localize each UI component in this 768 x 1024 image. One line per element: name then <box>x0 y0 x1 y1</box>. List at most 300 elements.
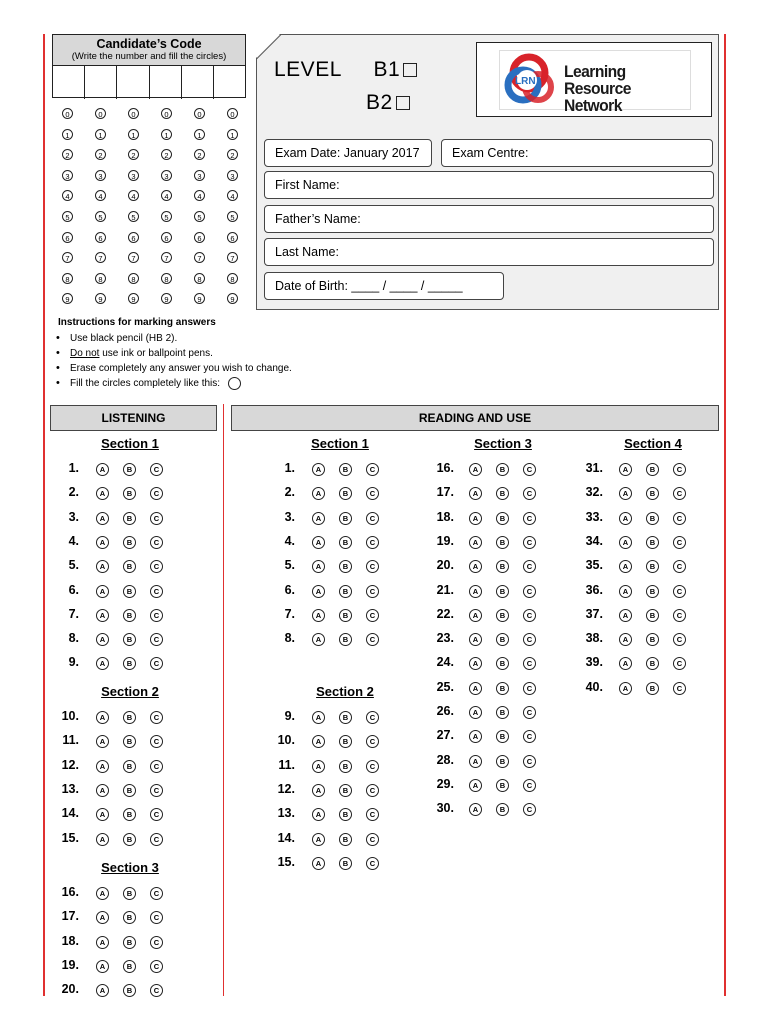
answer-bubble-a[interactable]: A <box>469 536 482 549</box>
question-number: 22. <box>436 606 454 621</box>
answer-bubble-a[interactable]: A <box>96 936 109 949</box>
answer-bubble-c[interactable]: C <box>150 911 163 924</box>
question-number: 21. <box>436 582 454 597</box>
answer-bubble-c[interactable]: C <box>366 711 379 724</box>
answer-bubble-a[interactable]: A <box>312 560 325 573</box>
answer-bubble-c[interactable]: C <box>150 887 163 900</box>
answer-bubble-b[interactable]: B <box>646 609 659 622</box>
code-digit-bubble[interactable]: 6 <box>128 232 139 243</box>
code-digit-bubble[interactable]: 7 <box>161 252 172 263</box>
code-digit-bubble[interactable]: 3 <box>161 170 172 181</box>
answer-bubble-b[interactable]: B <box>339 857 352 870</box>
section-title: Section 4 <box>624 436 682 451</box>
answer-bubble-a[interactable]: A <box>96 463 109 476</box>
answer-bubble-b[interactable]: B <box>496 779 509 792</box>
answer-bubble-b[interactable]: B <box>123 808 136 821</box>
question-number: 19. <box>436 533 454 548</box>
answer-bubble-a[interactable]: A <box>96 808 109 821</box>
answer-bubble-c[interactable]: C <box>523 536 536 549</box>
answer-bubble-a[interactable]: A <box>96 512 109 525</box>
answer-bubble-c[interactable]: C <box>150 833 163 846</box>
answer-bubble-b[interactable]: B <box>123 784 136 797</box>
answer-bubble-a[interactable]: A <box>469 682 482 695</box>
answer-bubble-c[interactable]: C <box>523 487 536 500</box>
answer-bubble-b[interactable]: B <box>123 487 136 500</box>
answer-bubble-b[interactable]: B <box>646 512 659 525</box>
answer-bubble-c[interactable]: C <box>150 560 163 573</box>
answer-bubble-c[interactable]: C <box>366 560 379 573</box>
answer-bubble-a[interactable]: A <box>312 833 325 846</box>
answer-bubble-b[interactable]: B <box>339 536 352 549</box>
candidate-code-box <box>52 34 246 98</box>
exam-centre-field[interactable]: Exam Centre: <box>441 139 713 167</box>
answer-bubble-c[interactable]: C <box>366 463 379 476</box>
answer-bubble-b[interactable]: B <box>496 706 509 719</box>
answer-bubble-a[interactable]: A <box>469 803 482 816</box>
code-digit-bubble[interactable]: 3 <box>194 170 205 181</box>
answer-bubble-c[interactable]: C <box>150 808 163 821</box>
code-digit-bubble[interactable]: 0 <box>128 108 139 119</box>
answer-bubble-b[interactable]: B <box>123 657 136 670</box>
code-digit-bubble[interactable]: 6 <box>194 232 205 243</box>
answer-bubble-a[interactable]: A <box>469 609 482 622</box>
answer-bubble-c[interactable]: C <box>523 682 536 695</box>
answer-bubble-b[interactable]: B <box>339 512 352 525</box>
answer-bubble-b[interactable]: B <box>123 711 136 724</box>
answer-bubble-b[interactable]: B <box>123 735 136 748</box>
section-title: Section 3 <box>474 436 532 451</box>
answer-bubble-b[interactable]: B <box>339 560 352 573</box>
answer-bubble-a[interactable]: A <box>96 784 109 797</box>
code-digit-bubble[interactable]: 5 <box>128 211 139 222</box>
answer-bubble-c[interactable]: C <box>366 536 379 549</box>
answer-bubble-c[interactable]: C <box>150 760 163 773</box>
answer-bubble-a[interactable]: A <box>96 536 109 549</box>
answer-bubble-b[interactable]: B <box>123 463 136 476</box>
answer-bubble-c[interactable]: C <box>523 633 536 646</box>
answer-bubble-c[interactable]: C <box>673 560 686 573</box>
answer-bubble-a[interactable]: A <box>619 657 632 670</box>
candidate-code-cells <box>53 66 245 99</box>
code-digit-bubble[interactable]: 6 <box>161 232 172 243</box>
question-number: 24. <box>436 655 454 670</box>
answer-bubble-b[interactable]: B <box>123 536 136 549</box>
code-digit-box[interactable] <box>85 66 117 99</box>
code-digit-bubble[interactable]: 4 <box>227 190 238 201</box>
answer-bubble-c[interactable]: C <box>523 560 536 573</box>
instruction-item <box>56 376 292 391</box>
answer-bubble-c[interactable]: C <box>523 585 536 598</box>
first-name-field[interactable]: First Name: <box>264 171 714 199</box>
candidate-code-title: Candidate’s Code <box>96 37 202 51</box>
code-digit-bubble[interactable]: 2 <box>62 149 73 160</box>
answer-bubble-b[interactable]: B <box>496 560 509 573</box>
exam-date-field[interactable]: Exam Date: January 2017 <box>264 139 432 167</box>
answer-bubble-c[interactable]: C <box>150 536 163 549</box>
answer-bubble-b[interactable]: B <box>496 609 509 622</box>
answer-bubble-c[interactable]: C <box>673 463 686 476</box>
answer-bubble-a[interactable]: A <box>96 585 109 598</box>
answer-bubble-c[interactable]: C <box>150 633 163 646</box>
answer-bubble-a[interactable]: A <box>619 585 632 598</box>
answer-bubble-c[interactable]: C <box>366 609 379 622</box>
answer-bubble-a[interactable]: A <box>312 633 325 646</box>
code-digit-bubble[interactable]: 2 <box>128 149 139 160</box>
answer-bubble-b[interactable]: B <box>123 984 136 997</box>
answer-bubble-b[interactable]: B <box>646 682 659 695</box>
code-digit-bubble[interactable]: 9 <box>161 293 172 304</box>
code-digit-bubble[interactable]: 3 <box>128 170 139 181</box>
fathers-name-field[interactable]: Father’s Name: <box>264 205 714 233</box>
answer-bubble-c[interactable]: C <box>673 657 686 670</box>
answer-bubble-c[interactable]: C <box>366 833 379 846</box>
answer-bubble-b[interactable]: B <box>339 760 352 773</box>
answer-bubble-a[interactable]: A <box>312 536 325 549</box>
code-digit-bubble[interactable]: 6 <box>227 232 238 243</box>
answer-bubble-c[interactable]: C <box>150 585 163 598</box>
answer-bubble-a[interactable]: A <box>96 487 109 500</box>
code-digit-bubble[interactable]: 9 <box>95 293 106 304</box>
code-digit-bubble[interactable]: 7 <box>62 252 73 263</box>
answer-bubble-a[interactable]: A <box>469 755 482 768</box>
answer-bubble-b[interactable]: B <box>123 560 136 573</box>
answer-bubble-b[interactable]: B <box>646 536 659 549</box>
code-digit-bubble[interactable]: 0 <box>194 108 205 119</box>
answer-bubble-a[interactable]: A <box>469 487 482 500</box>
answer-bubble-b[interactable]: B <box>123 585 136 598</box>
answer-bubble-c[interactable]: C <box>366 760 379 773</box>
answer-bubble-b[interactable]: B <box>339 833 352 846</box>
question-number: 38. <box>585 631 603 646</box>
answer-bubble-b[interactable]: B <box>339 585 352 598</box>
answer-bubble-b[interactable]: B <box>339 735 352 748</box>
answer-bubble-a[interactable]: A <box>96 833 109 846</box>
code-digit-bubble[interactable]: 0 <box>227 108 238 119</box>
lrn-logo-icon <box>500 51 562 111</box>
answer-bubble-a[interactable]: A <box>619 463 632 476</box>
answer-bubble-a[interactable]: A <box>312 609 325 622</box>
code-digit-bubble[interactable]: 9 <box>128 293 139 304</box>
question-number: 1. <box>284 461 295 475</box>
answer-bubble-c[interactable]: C <box>523 609 536 622</box>
code-digit-bubble[interactable]: 3 <box>227 170 238 181</box>
answer-bubble-c[interactable]: C <box>673 609 686 622</box>
answer-bubble-b[interactable]: B <box>496 755 509 768</box>
code-digit-bubble[interactable]: 0 <box>95 108 106 119</box>
logo-mark-text: LRN <box>515 76 536 87</box>
code-digit-bubble[interactable]: 4 <box>95 190 106 201</box>
code-digit-bubble[interactable]: 6 <box>95 232 106 243</box>
answer-bubble-a[interactable]: A <box>96 711 109 724</box>
code-digit-bubble[interactable]: 0 <box>62 108 73 119</box>
instruction-item <box>56 346 292 361</box>
level-b2-checkbox[interactable] <box>396 96 410 110</box>
question-number: 37. <box>585 606 603 621</box>
answer-bubble-b[interactable]: B <box>339 487 352 500</box>
answer-bubble-b[interactable]: B <box>496 633 509 646</box>
answer-bubble-a[interactable]: A <box>96 984 109 997</box>
answer-bubble-a[interactable]: A <box>619 560 632 573</box>
answer-bubble-a[interactable]: A <box>96 735 109 748</box>
answer-bubble-c[interactable]: C <box>150 984 163 997</box>
section-title: Section 1 <box>101 436 159 451</box>
code-digit-bubble[interactable]: 3 <box>95 170 106 181</box>
left-margin-line <box>43 34 45 996</box>
answer-bubble-c[interactable]: C <box>150 512 163 525</box>
code-digit-bubble[interactable]: 2 <box>194 149 205 160</box>
question-number: 14. <box>277 830 295 845</box>
answer-bubble-b[interactable]: B <box>646 463 659 476</box>
code-digit-box[interactable] <box>214 66 245 99</box>
instruction-emphasis: Do not <box>70 348 100 359</box>
answer-bubble-a[interactable]: A <box>96 633 109 646</box>
answer-bubble-b[interactable]: B <box>496 487 509 500</box>
answer-bubble-b[interactable]: B <box>123 887 136 900</box>
answer-bubble-c[interactable]: C <box>150 657 163 670</box>
answer-bubble-a[interactable]: A <box>96 760 109 773</box>
answer-bubble-c[interactable]: C <box>366 585 379 598</box>
answer-bubble-a[interactable]: A <box>312 487 325 500</box>
answer-bubble-c[interactable]: C <box>673 633 686 646</box>
code-digit-bubble[interactable]: 4 <box>62 190 73 201</box>
question-number: 3. <box>68 509 79 524</box>
instruction-item <box>56 361 292 376</box>
code-digit-bubble[interactable]: 1 <box>95 129 106 140</box>
level-b1-checkbox[interactable] <box>403 63 417 77</box>
answer-bubble-b[interactable]: B <box>123 633 136 646</box>
answer-bubble-c[interactable]: C <box>150 936 163 949</box>
answer-bubble-c[interactable]: C <box>523 730 536 743</box>
answer-bubble-c[interactable]: C <box>673 512 686 525</box>
code-digit-bubble[interactable]: 7 <box>128 252 139 263</box>
code-digit-bubble[interactable]: 5 <box>95 211 106 222</box>
answer-bubble-a[interactable]: A <box>312 784 325 797</box>
answer-bubble-a[interactable]: A <box>469 779 482 792</box>
answer-bubble-c[interactable]: C <box>673 487 686 500</box>
instructions-list <box>56 331 292 391</box>
answer-bubble-a[interactable]: A <box>619 536 632 549</box>
code-digit-bubble[interactable]: 8 <box>227 273 238 284</box>
last-name-field[interactable]: Last Name: <box>264 238 714 266</box>
answer-bubble-a[interactable]: A <box>619 682 632 695</box>
answer-bubble-c[interactable]: C <box>366 487 379 500</box>
answer-bubble-c[interactable]: C <box>150 735 163 748</box>
answer-bubble-b[interactable]: B <box>496 536 509 549</box>
question-number: 3. <box>284 509 295 524</box>
answer-bubble-b[interactable]: B <box>646 657 659 670</box>
answer-bubble-c[interactable]: C <box>523 779 536 792</box>
code-digit-bubble[interactable]: 1 <box>62 129 73 140</box>
answer-bubble-a[interactable]: A <box>469 560 482 573</box>
answer-bubble-a[interactable]: A <box>312 711 325 724</box>
code-digit-bubble[interactable]: 5 <box>227 211 238 222</box>
answer-bubble-b[interactable]: B <box>123 911 136 924</box>
answer-bubble-b[interactable]: B <box>123 960 136 973</box>
question-number: 19. <box>61 957 79 972</box>
code-digit-bubble[interactable]: 7 <box>194 252 205 263</box>
code-digit-bubble[interactable]: 8 <box>62 273 73 284</box>
code-digit-box[interactable] <box>53 66 85 99</box>
answer-bubble-c[interactable]: C <box>366 633 379 646</box>
answer-bubble-a[interactable]: A <box>312 585 325 598</box>
question-number: 17. <box>61 909 79 924</box>
code-digit-bubble[interactable]: 8 <box>128 273 139 284</box>
answer-bubble-a[interactable]: A <box>619 512 632 525</box>
answer-bubble-b[interactable]: B <box>496 682 509 695</box>
answer-bubble-c[interactable]: C <box>366 857 379 870</box>
code-digit-bubble[interactable]: 6 <box>62 232 73 243</box>
code-digit-bubble[interactable]: 9 <box>62 293 73 304</box>
code-digit-bubble[interactable]: 9 <box>194 293 205 304</box>
answer-bubble-c[interactable]: C <box>523 657 536 670</box>
code-digit-bubble[interactable]: 1 <box>161 129 172 140</box>
answer-bubble-c[interactable]: C <box>366 808 379 821</box>
answer-bubble-c[interactable]: C <box>523 512 536 525</box>
question-number: 10. <box>61 709 79 723</box>
code-digit-bubble[interactable]: 7 <box>227 252 238 263</box>
answer-bubble-a[interactable]: A <box>96 887 109 900</box>
answer-bubble-c[interactable]: C <box>523 706 536 719</box>
answer-bubble-b[interactable]: B <box>646 585 659 598</box>
answer-bubble-c[interactable]: C <box>366 512 379 525</box>
logo-frame <box>476 42 712 117</box>
code-digit-bubble[interactable]: 4 <box>128 190 139 201</box>
date-of-birth-field[interactable]: Date of Birth: ____ / ____ / _____ <box>264 272 504 300</box>
question-number: 7. <box>284 606 295 621</box>
code-digit-bubble[interactable]: 8 <box>194 273 205 284</box>
answer-bubble-a[interactable]: A <box>469 657 482 670</box>
answer-bubble-c[interactable]: C <box>673 536 686 549</box>
answer-bubble-b[interactable]: B <box>339 633 352 646</box>
code-digit-bubble[interactable]: 8 <box>95 273 106 284</box>
answer-bubble-a[interactable]: A <box>469 585 482 598</box>
answer-bubble-c[interactable]: C <box>523 803 536 816</box>
answer-bubble-c[interactable]: C <box>150 960 163 973</box>
logo-text <box>564 63 680 114</box>
answer-bubble-a[interactable]: A <box>96 560 109 573</box>
answer-bubble-c[interactable]: C <box>366 784 379 797</box>
code-digit-bubble[interactable]: 3 <box>62 170 73 181</box>
answer-bubble-b[interactable]: B <box>496 803 509 816</box>
question-number: 13. <box>61 781 79 796</box>
answer-bubble-b[interactable]: B <box>496 730 509 743</box>
code-digit-box[interactable] <box>150 66 182 99</box>
code-digit-bubble[interactable]: 1 <box>227 129 238 140</box>
answer-bubble-a[interactable]: A <box>469 512 482 525</box>
answer-bubble-a[interactable]: A <box>312 512 325 525</box>
answer-bubble-c[interactable]: C <box>673 682 686 695</box>
answer-bubble-c[interactable]: C <box>523 463 536 476</box>
code-digit-bubble[interactable]: 2 <box>95 149 106 160</box>
answer-bubble-c[interactable]: C <box>150 784 163 797</box>
column-divider-line <box>223 404 224 996</box>
answer-bubble-b[interactable]: B <box>496 463 509 476</box>
code-digit-bubble[interactable]: 1 <box>128 129 139 140</box>
answer-bubble-a[interactable]: A <box>312 808 325 821</box>
answer-bubble-b[interactable]: B <box>123 936 136 949</box>
answer-bubble-a[interactable]: A <box>619 609 632 622</box>
answer-bubble-b[interactable]: B <box>646 560 659 573</box>
code-digit-box[interactable] <box>182 66 214 99</box>
answer-bubble-c[interactable]: C <box>523 755 536 768</box>
answer-bubble-b[interactable]: B <box>496 585 509 598</box>
answer-bubble-c[interactable]: C <box>673 585 686 598</box>
code-digit-bubble[interactable]: 9 <box>227 293 238 304</box>
instruction-text: Fill the circles completely like this: <box>70 378 221 389</box>
answer-bubble-b[interactable]: B <box>339 711 352 724</box>
code-digit-bubble[interactable]: 1 <box>194 129 205 140</box>
reading-header: READING AND USE <box>231 405 719 431</box>
answer-bubble-b[interactable]: B <box>123 609 136 622</box>
code-digit-bubble[interactable]: 0 <box>161 108 172 119</box>
answer-bubble-c[interactable]: C <box>150 609 163 622</box>
level-row-b2 <box>366 91 410 115</box>
answer-bubble-b[interactable]: B <box>646 633 659 646</box>
question-number: 32. <box>585 485 603 500</box>
answer-bubble-a[interactable]: A <box>469 706 482 719</box>
answer-bubble-a[interactable]: A <box>96 911 109 924</box>
answer-bubble-a[interactable]: A <box>312 463 325 476</box>
question-number: 8. <box>284 631 295 646</box>
answer-bubble-a[interactable]: A <box>469 463 482 476</box>
question-number: 20. <box>436 558 454 573</box>
answer-bubble-b[interactable]: B <box>646 487 659 500</box>
code-digit-bubble[interactable]: 5 <box>194 211 205 222</box>
answer-bubble-a[interactable]: A <box>312 760 325 773</box>
code-digit-box[interactable] <box>117 66 149 99</box>
answer-bubble-a[interactable]: A <box>619 633 632 646</box>
code-digit-bubble[interactable]: 2 <box>227 149 238 160</box>
question-number: 11. <box>62 733 79 748</box>
answer-bubble-b[interactable]: B <box>123 760 136 773</box>
instruction-text: Erase completely any answer you wish to change. <box>70 363 292 374</box>
answer-bubble-b[interactable]: B <box>339 808 352 821</box>
answer-bubble-c[interactable]: C <box>150 487 163 500</box>
answer-bubble-a[interactable]: A <box>619 487 632 500</box>
code-digit-bubble[interactable]: 4 <box>161 190 172 201</box>
question-number: 15. <box>277 854 295 869</box>
answer-bubble-b[interactable]: B <box>496 657 509 670</box>
answer-bubble-a[interactable]: A <box>469 730 482 743</box>
answer-bubble-a[interactable]: A <box>96 960 109 973</box>
answer-bubble-b[interactable]: B <box>339 463 352 476</box>
code-digit-bubble[interactable]: 5 <box>62 211 73 222</box>
answer-bubble-a[interactable]: A <box>312 857 325 870</box>
answer-bubble-b[interactable]: B <box>339 784 352 797</box>
answer-bubble-c[interactable]: C <box>150 711 163 724</box>
answer-bubble-a[interactable]: A <box>312 735 325 748</box>
answer-bubble-b[interactable]: B <box>496 512 509 525</box>
answer-bubble-b[interactable]: B <box>339 609 352 622</box>
code-digit-bubble[interactable]: 4 <box>194 190 205 201</box>
code-digit-bubble[interactable]: 5 <box>161 211 172 222</box>
code-digit-bubble[interactable]: 7 <box>95 252 106 263</box>
answer-bubble-b[interactable]: B <box>123 512 136 525</box>
answer-bubble-c[interactable]: C <box>366 735 379 748</box>
sample-circle-icon <box>228 377 241 390</box>
answer-bubble-a[interactable]: A <box>96 657 109 670</box>
answer-bubble-a[interactable]: A <box>96 609 109 622</box>
question-number: 6. <box>284 582 295 597</box>
question-number: 36. <box>585 582 603 597</box>
answer-bubble-a[interactable]: A <box>469 633 482 646</box>
code-digit-bubble[interactable]: 8 <box>161 273 172 284</box>
answer-bubble-c[interactable]: C <box>150 463 163 476</box>
question-number: 25. <box>436 679 454 694</box>
answer-bubble-b[interactable]: B <box>123 833 136 846</box>
right-margin-line <box>724 34 726 996</box>
code-digit-bubble[interactable]: 2 <box>161 149 172 160</box>
